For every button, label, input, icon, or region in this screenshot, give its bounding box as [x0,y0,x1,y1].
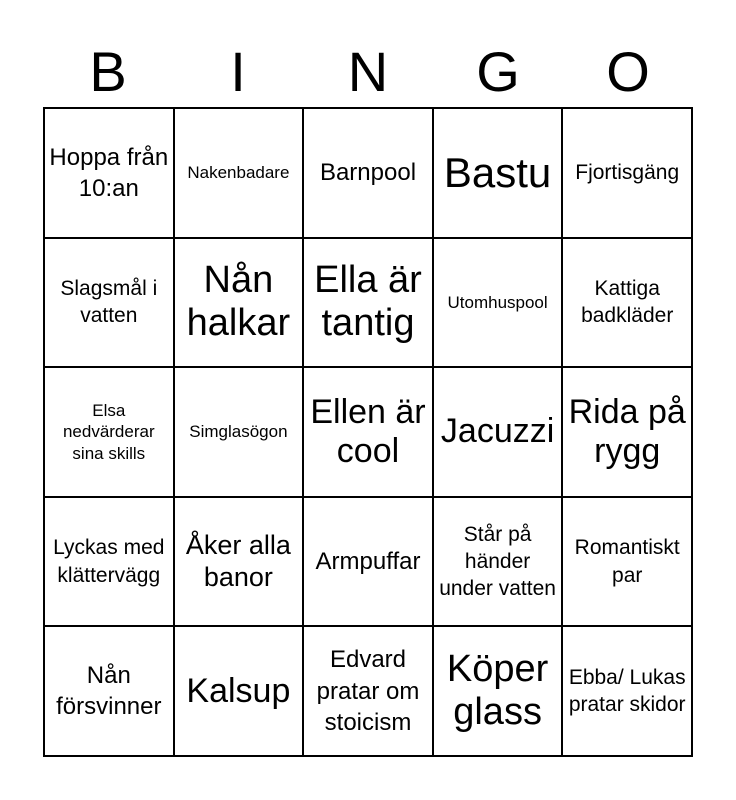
bingo-cell[interactable]: Edvard pratar om stoicism [303,626,433,756]
bingo-cell[interactable]: Ebba/ Lukas pratar skidor [562,626,692,756]
bingo-cell[interactable]: Nakenbadare [174,108,304,238]
header-letter-g: G [476,40,520,103]
bingo-cell[interactable]: Ella är tantig [303,238,433,368]
bingo-cell[interactable]: Hoppa från 10:an [44,108,174,238]
bingo-cell[interactable]: Rida på rygg [562,367,692,497]
bingo-grid [43,107,693,757]
bingo-cell[interactable]: Står på händer under vatten [433,497,563,627]
bingo-cell[interactable]: Åker alla banor [174,497,304,627]
bingo-header [43,36,693,108]
bingo-cell[interactable]: Ellen är cool [303,367,433,497]
bingo-cell[interactable]: Simglasögon [174,367,304,497]
bingo-cell[interactable]: Nån halkar [174,238,304,368]
bingo-cell[interactable]: Romantiskt par [562,497,692,627]
bingo-cell[interactable]: Slagsmål i vatten [44,238,174,368]
bingo-cell[interactable]: Köper glass [433,626,563,756]
bingo-cell[interactable]: Jacuzzi [433,367,563,497]
bingo-cell[interactable]: Lyckas med klättervägg [44,497,174,627]
header-letter-n: N [347,40,389,103]
bingo-cell[interactable]: Utomhuspool [433,238,563,368]
bingo-cell[interactable]: Kalsup [174,626,304,756]
bingo-cell[interactable]: Barnpool [303,108,433,238]
bingo-cell[interactable]: Armpuffar [303,497,433,627]
header-letter-b: B [89,40,127,103]
header-letter-o: O [606,40,650,103]
bingo-cell[interactable]: Nån försvinner [44,626,174,756]
bingo-cell[interactable]: Kattiga badkläder [562,238,692,368]
bingo-cell[interactable]: Fjortisgäng [562,108,692,238]
header-letter-i: I [230,40,246,103]
bingo-cell[interactable]: Elsa nedvärderar sina skills [44,367,174,497]
bingo-cell[interactable]: Bastu [433,108,563,238]
